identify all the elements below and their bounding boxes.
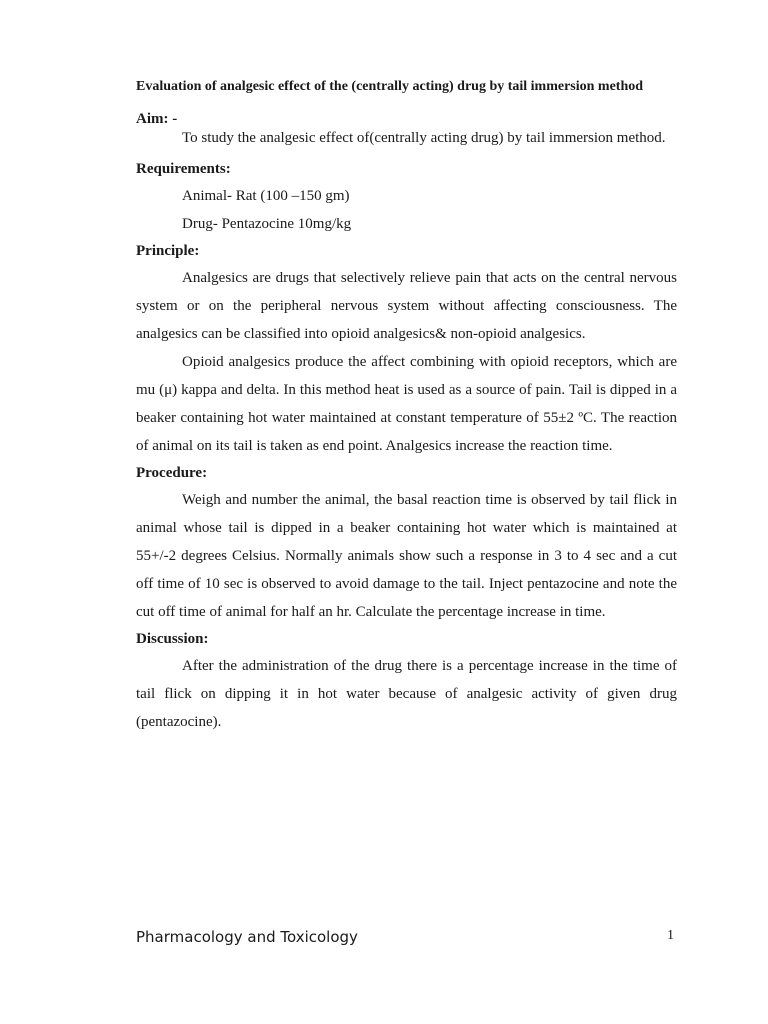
- principle-heading: Principle:: [136, 243, 200, 259]
- section-discussion: [136, 630, 677, 736]
- footer-label: Pharmacology and Toxicology: [136, 928, 358, 946]
- aim-text: To study the analgesic effect of(centrally acting drug) by tail immersion method.: [182, 130, 666, 146]
- section-procedure: [136, 464, 677, 626]
- section-requirements: [136, 160, 677, 238]
- discussion-heading: Discussion:: [136, 631, 209, 647]
- requirements-heading: Requirements:: [136, 161, 231, 177]
- page-number: 1: [667, 928, 674, 943]
- discussion-text: After the administration of the drug there is a percentage increase in the time of tail flick on dipping it in hot water because of analgesic activity of given drug (pentazocine).: [136, 658, 677, 730]
- principle-paragraph-1: Analgesics are drugs that selectively relieve pain that acts on the central nervous system or on the peripheral nervous system without affecting consciousness. The analgesics can be classified into opioid analgesics& non-opioid analgesics.: [136, 270, 677, 342]
- section-principle: [136, 242, 677, 460]
- requirement-animal: Animal- Rat (100 –150 gm): [182, 188, 350, 204]
- procedure-heading: Procedure:: [136, 465, 208, 481]
- aim-heading: Aim: -: [136, 111, 178, 127]
- section-aim: [136, 110, 677, 152]
- procedure-text: Weigh and number the animal, the basal reaction time is observed by tail flick in animal whose tail is dipped in a beaker containing hot water which is maintained at 55+/-2 degrees Celsius. Normally animals show such a response in 3 to 4 sec and a cut off time of 10 sec is observed to avoid damage to the tail. Inject pentazocine and note the cut off time of animal for half an hr. Calculate the percentage increase in time.: [136, 492, 677, 620]
- document-title: Evaluation of analgesic effect of the (centrally acting) drug by tail immersion method: [136, 79, 644, 94]
- requirement-drug: Drug- Pentazocine 10mg/kg: [182, 216, 352, 232]
- principle-paragraph-2: Opioid analgesics produce the affect combining with opioid receptors, which are mu (μ) kappa and delta. In this method heat is used as a source of pain. Tail is dipped in a beaker containing hot water maintained at constant temperature of 55±2 ºC. The reaction of animal on its tail is taken as end point. Analgesics increase the reaction time.: [136, 354, 677, 454]
- document-page: [136, 78, 677, 736]
